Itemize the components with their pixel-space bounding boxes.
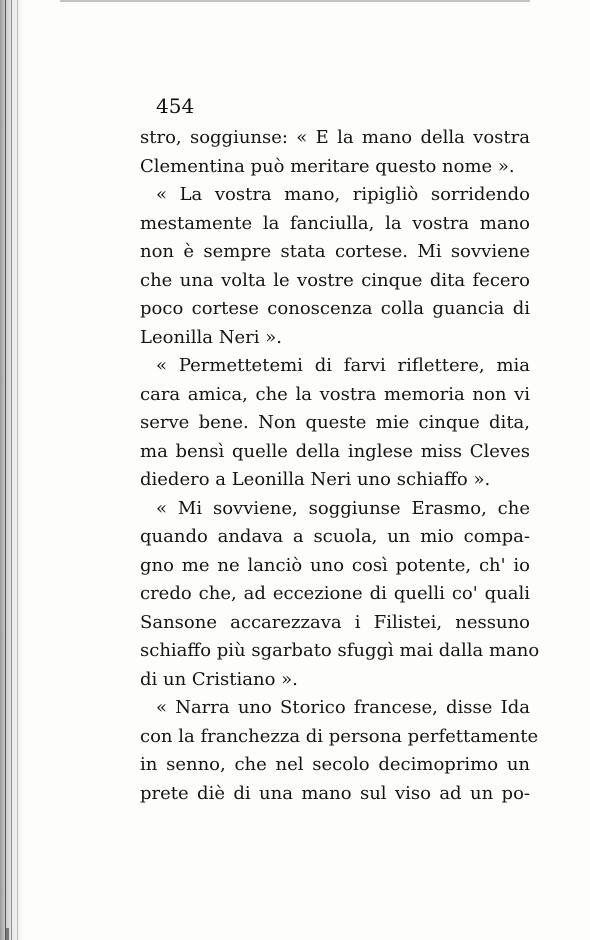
page-top-edge xyxy=(60,0,530,2)
text-line: Leonilla Neri ». xyxy=(140,326,282,348)
text-line: « Mi sovviene, soggiunse Erasmo, che xyxy=(156,497,530,519)
text-line: che una volta le vostre cinque dita fecero xyxy=(140,269,530,291)
text-line: schiaffo più sgarbato sfuggì mai dalla mano xyxy=(140,640,540,661)
text-line: poco cortese conoscenza colla guancia di xyxy=(140,298,530,319)
binding-mark xyxy=(6,928,9,940)
text-line: quando andava a scuola, un mio compa- xyxy=(140,526,530,547)
binding-line xyxy=(11,0,12,940)
text-line: « Permettetemi di farvi riflettere, mia xyxy=(156,355,530,376)
text-line: Clementina può meritare questo nome ». xyxy=(140,155,515,177)
text-line: diedero a Leonilla Neri uno schiaffo ». xyxy=(140,469,491,490)
text-line: credo che, ad eccezione di quelli co' quali xyxy=(140,583,530,604)
text-line: stro, soggiunse: « E la mano della vostra xyxy=(140,127,530,148)
page-number: 454 xyxy=(156,94,195,118)
text-line: non è sempre stata cortese. Mi sovviene xyxy=(140,241,530,262)
text-line: prete diè di una mano sul viso ad un po- xyxy=(140,782,530,804)
text-line: « La vostra mano, ripigliò sorridendo xyxy=(156,184,530,205)
binding-line xyxy=(17,0,18,940)
text-line: mestamente la fanciulla, la vostra mano xyxy=(140,212,530,234)
text-line: in senno, che nel secolo decimoprimo un xyxy=(140,754,530,775)
text-line: cara amica, che la vostra memoria non vi xyxy=(140,383,530,405)
body-text xyxy=(140,124,540,808)
binding-edge xyxy=(0,0,24,940)
text-line: serve bene. Non queste mie cinque dita, xyxy=(140,412,530,433)
text-line: di un Cristiano ». xyxy=(140,668,298,690)
text-line: ma bensì quelle della inglese miss Cleves xyxy=(140,440,530,462)
text-line: Sansone accarezzava i Filistei, nessuno xyxy=(140,611,530,633)
binding-line xyxy=(5,0,6,940)
text-line: con la franchezza di persona perfettamente xyxy=(140,725,539,747)
text-line: gno me ne lanciò uno così potente, ch' io xyxy=(140,554,530,576)
text-line: « Narra uno Storico francese, disse Ida xyxy=(156,697,530,718)
